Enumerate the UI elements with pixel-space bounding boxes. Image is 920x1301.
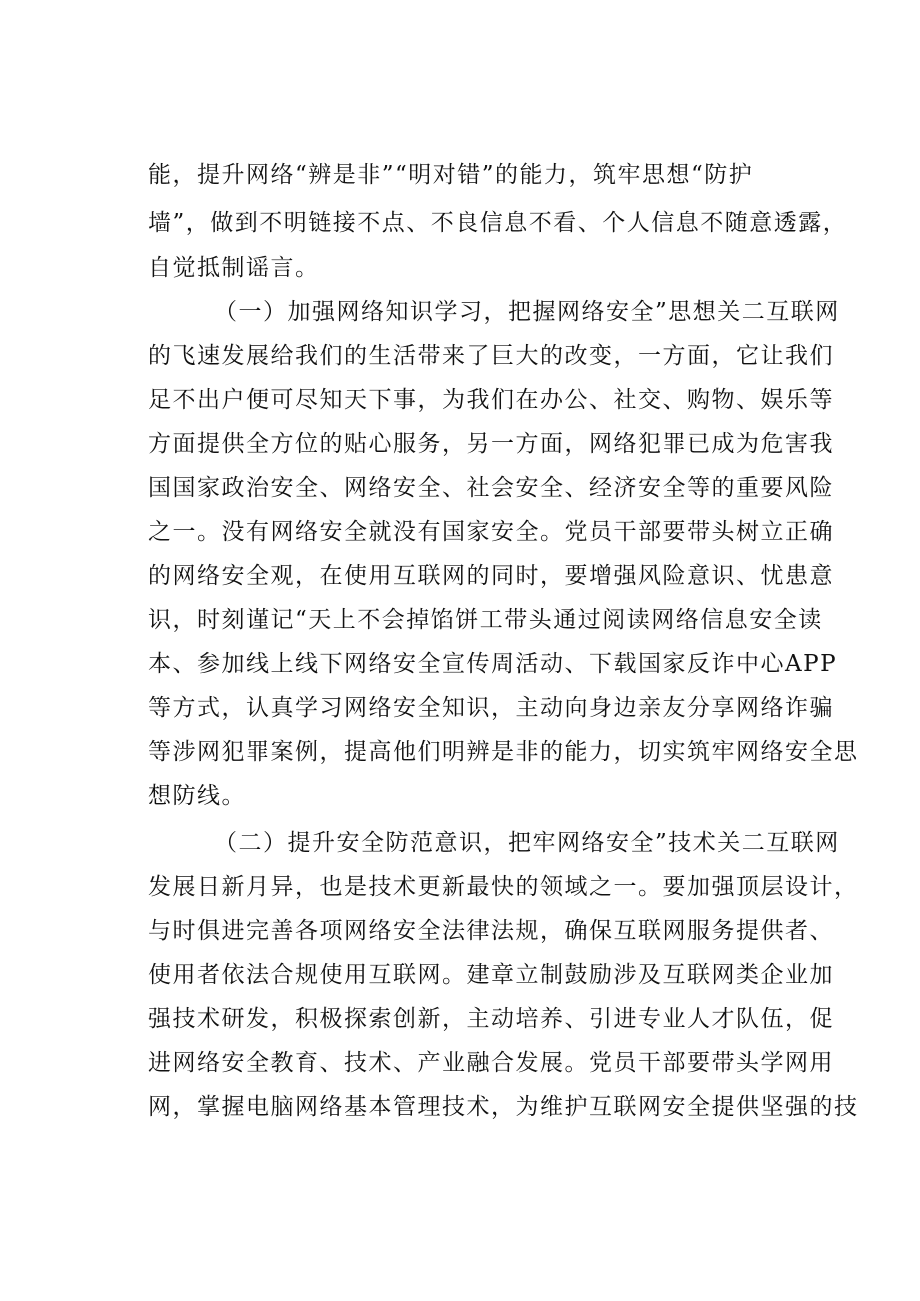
text-line: 墙”，做到不明链接不点、不良信息不看、个人信息不随意透露， xyxy=(148,210,848,236)
text-line: 发展日新月异，也是技术更新最快的领域之一。要加强顶层设计， xyxy=(148,874,859,900)
text-line: 能，提升网络“辨是非”“明对错”的能力，筑牢思想“防护 xyxy=(148,162,754,188)
text-line: 的网络安全观，在使用互联网的同时，要增强风险意识、忧患意 xyxy=(148,563,834,589)
text-line: 之一。没有网络安全就没有国家安全。党员干部要带头树立正确 xyxy=(148,519,834,545)
text-line: 与时俱进完善各项网络安全法律法规，确保互联网服务提供者、 xyxy=(148,918,834,944)
text-line: 足不出户便可尽知天下事，为我们在办公、社交、购物、娱乐等 xyxy=(148,387,834,413)
text-line: 等涉网犯罪案例，提高他们明辨是非的能力，切实筑牢网络安全思 xyxy=(148,739,859,765)
text-line: 自觉抵制谣言。 xyxy=(148,255,320,281)
text-line: 等方式，认真学习网络安全知识，主动向身边亲友分享网络诈骗 xyxy=(148,695,834,721)
text-line: 网，掌握电脑网络基本管理技术，为维护互联网安全提供坚强的技 xyxy=(148,1094,859,1120)
text-line: 识，时刻谨记“天上不会掉馅饼工带头通过阅读网络信息安全读 xyxy=(148,607,823,633)
text-line: 想防线。 xyxy=(148,783,246,809)
text-line: 本、参加线上线下网络安全宣传周活动、下载国家反诈中心APP xyxy=(148,651,838,677)
text-line: 国国家政治安全、网络安全、社会安全、经济安全等的重要风险 xyxy=(148,475,834,501)
text-line: 使用者依法合规使用互联网。建章立制鼓励涉及互联网类企业加 xyxy=(148,962,834,988)
section-heading-2: （二）提升安全防范意识，把牢网络安全”技术关二互联网 xyxy=(214,830,840,856)
text-line: 方面提供全方位的贴心服务，另一方面，网络犯罪已成为危害我 xyxy=(148,431,834,457)
section-heading-1: （一）加强网络知识学习，把握网络安全”思想关二互联网 xyxy=(214,299,840,325)
text-line: 的飞速发展给我们的生活带来了巨大的改变，一方面，它让我们 xyxy=(148,343,834,369)
text-line: 强技术研发，积极探索创新，主动培养、引进专业人才队伍，促 xyxy=(148,1006,834,1032)
text-line: 进网络安全教育、技术、产业融合发展。党员干部要带头学网用 xyxy=(148,1050,834,1076)
